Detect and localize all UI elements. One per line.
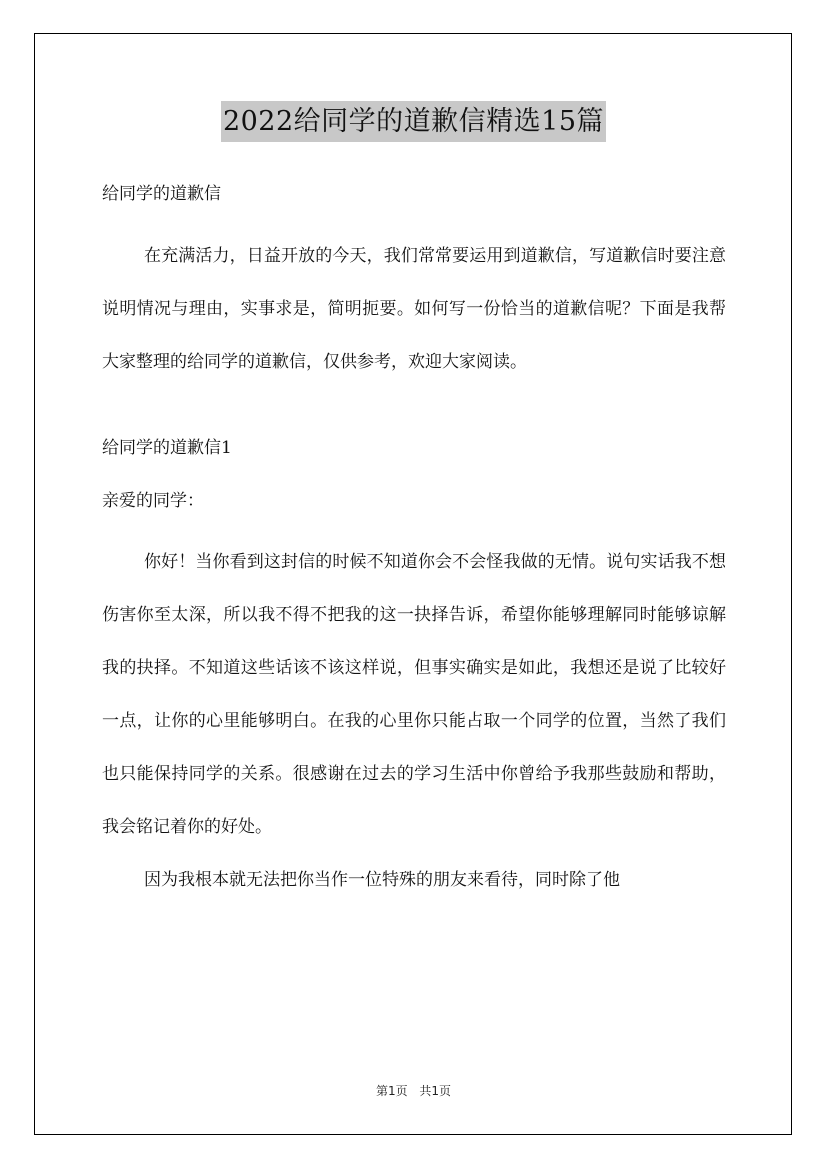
title-container (0, 101, 827, 142)
page-footer (0, 1082, 827, 1099)
letter-heading: 给同学的道歉信1 (102, 438, 232, 458)
salutation: 亲爱的同学： (102, 491, 204, 511)
page-total: 共1页 (419, 1084, 452, 1098)
spacer (102, 389, 726, 431)
page-number: 第1页 (375, 1084, 408, 1098)
intro-paragraph: 在充满活力，日益开放的今天，我们常常要运用到道歉信，写道歉信时要注意说明情况与理由，实事求是，简明扼要。如何写一份恰当的道歉信呢？下面是我帮大家整理的给同学的道歉信，仅供参考，欢迎大家阅读。 (102, 246, 726, 372)
document-title: 2022给同学的道歉信精选15篇 (221, 101, 606, 142)
letter-paragraph: 你好！当你看到这封信的时候不知道你会不会怪我做的无情。说句实话我不想伤害你至太深，所以我不得不把我的这一抉择告诉，希望你能够理解同时能够谅解我的抉择。不知道这些话该不该这样说，但事实确实是如此，我想还是说了比较好一点，让你的心里能够明白。在我的心里你只能占取一个同学的位置，当然了我们也只能保持同学的关系。很感谢在过去的学习生活中你曾给予我那些鼓励和帮助，我会铭记着你的好处。 (102, 552, 726, 837)
letter-paragraph: 因为我根本就无法把你当作一位特殊的朋友来看待，同时除了他 (144, 870, 620, 890)
document-body (102, 177, 726, 907)
section-heading: 给同学的道歉信 (102, 184, 221, 204)
